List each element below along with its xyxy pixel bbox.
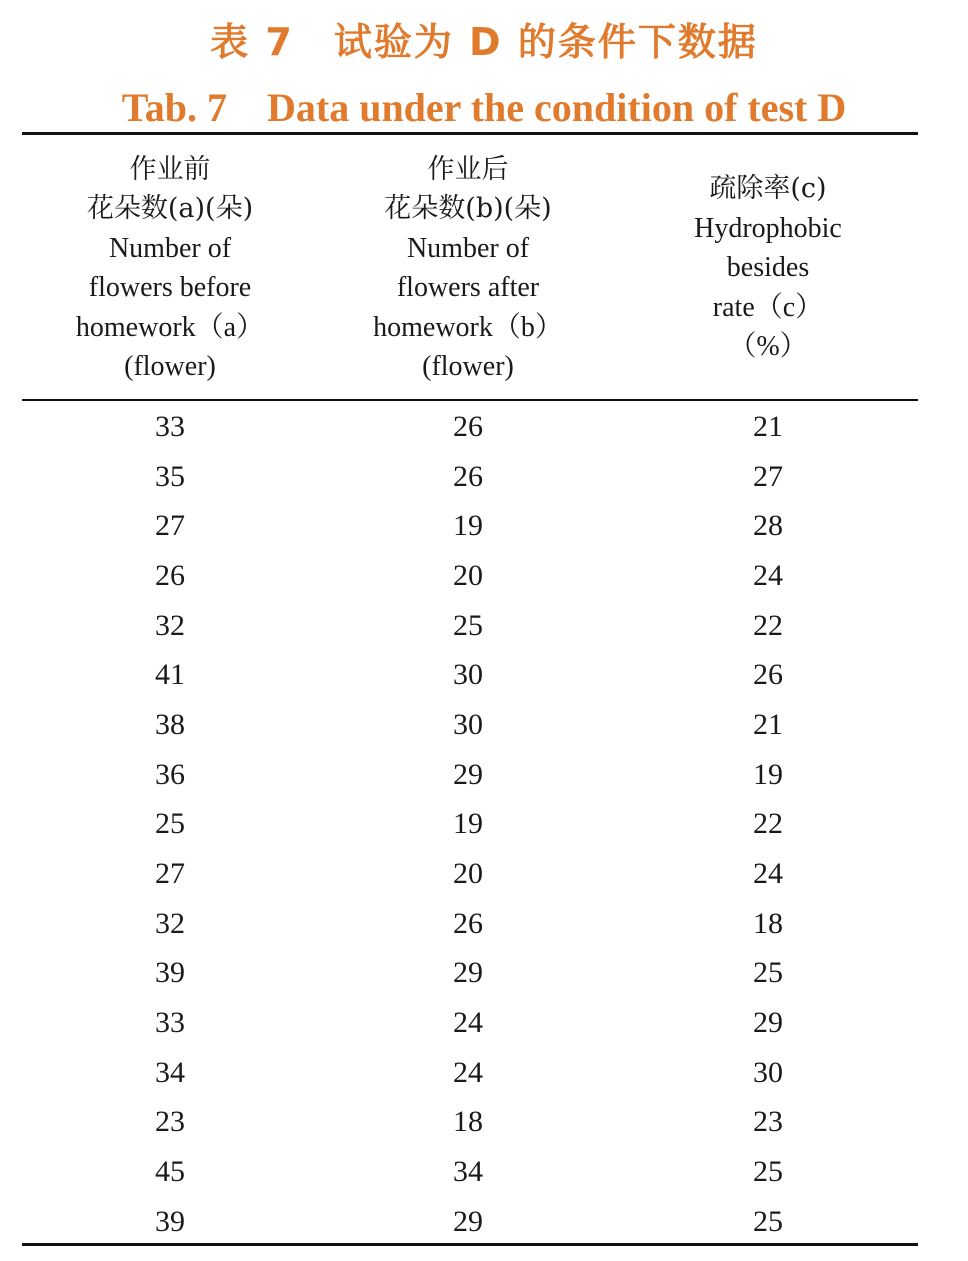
- table-row: [22, 849, 918, 899]
- table-row: [22, 601, 918, 651]
- cell-flowers-after: 24: [453, 1006, 483, 1040]
- header-flowers-after-cn-line2: 花朵数(b)(朵): [384, 193, 552, 224]
- header-removal-rate-en-line4: （%）: [728, 331, 808, 363]
- header-flowers-after-en-line1: Number of: [406, 232, 530, 264]
- cell-removal-rate: 22: [753, 807, 783, 841]
- cell-flowers-after: 29: [453, 956, 483, 990]
- table-row: [22, 1147, 918, 1197]
- cell-flowers-after: 20: [453, 558, 483, 592]
- header-removal-rate-cn-line1: 疏除率(c): [709, 173, 827, 205]
- cell-flowers-after: 26: [453, 459, 483, 493]
- header-flowers-after-en-line3: homework（b）: [373, 311, 563, 343]
- table-row: [22, 899, 918, 949]
- table-title-english: Tab. 7 Data under the condition of test D: [121, 85, 847, 130]
- cell-removal-rate: 18: [753, 906, 783, 940]
- cell-removal-rate: 25: [753, 956, 783, 990]
- cell-flowers-after: 29: [453, 1204, 483, 1238]
- cell-removal-rate: 24: [753, 558, 783, 592]
- cell-flowers-after: 29: [453, 757, 483, 791]
- cell-removal-rate: 24: [753, 857, 783, 891]
- cell-flowers-before: 26: [155, 558, 185, 592]
- table-row: [22, 700, 918, 750]
- table-row: [22, 452, 918, 502]
- table-body: [22, 402, 918, 1247]
- header-flowers-before-cn-line2: 花朵数(a)(朵): [86, 193, 254, 224]
- table-header-rule: [22, 399, 918, 401]
- header-flowers-before-en-line2: flowers before: [88, 272, 252, 303]
- table-row: [22, 551, 918, 601]
- cell-flowers-before: 33: [155, 409, 185, 443]
- header-flowers-before-en-line1: Number of: [108, 232, 232, 264]
- table-row: [22, 750, 918, 800]
- table-bottom-rule: [22, 1243, 918, 1246]
- header-flowers-after: [318, 142, 618, 394]
- table-row: [22, 800, 918, 850]
- header-removal-rate-en-line2: besides: [726, 252, 810, 284]
- cell-flowers-before: 32: [155, 608, 185, 642]
- cell-flowers-after: 18: [453, 1105, 483, 1139]
- table-header: [22, 142, 918, 394]
- table-title-chinese: 表 7 试验为 D 的条件下数据: [210, 20, 758, 64]
- table-row: [22, 1197, 918, 1247]
- header-removal-rate: [618, 142, 918, 394]
- cell-flowers-before: 23: [155, 1105, 185, 1139]
- header-flowers-before-en-line4: (flower): [124, 351, 216, 382]
- cell-flowers-after: 26: [453, 906, 483, 940]
- cell-removal-rate: 26: [753, 658, 783, 692]
- cell-removal-rate: 27: [753, 459, 783, 493]
- cell-flowers-before: 27: [155, 509, 185, 543]
- header-removal-rate-en-line3: rate（c）: [712, 291, 824, 323]
- cell-flowers-after: 34: [453, 1155, 483, 1189]
- cell-flowers-before: 38: [155, 707, 185, 741]
- header-removal-rate-en-line1: Hydrophobic: [694, 212, 842, 244]
- cell-removal-rate: 21: [753, 409, 783, 443]
- cell-removal-rate: 22: [753, 608, 783, 642]
- header-flowers-before-cn-line1: 作业前: [129, 153, 211, 185]
- cell-removal-rate: 29: [753, 1006, 783, 1040]
- cell-removal-rate: 21: [753, 707, 783, 741]
- cell-flowers-before: 34: [155, 1055, 185, 1089]
- table-row: [22, 402, 918, 452]
- table-top-rule: [22, 132, 918, 135]
- cell-flowers-before: 45: [155, 1155, 185, 1189]
- cell-flowers-before: 35: [155, 459, 185, 493]
- cell-flowers-after: 19: [453, 807, 483, 841]
- cell-flowers-before: 25: [155, 807, 185, 841]
- table-row: [22, 998, 918, 1048]
- cell-flowers-after: 25: [453, 608, 483, 642]
- table-row: [22, 949, 918, 999]
- header-flowers-before-en-line3: homework（a）: [75, 311, 265, 343]
- cell-flowers-after: 20: [453, 857, 483, 891]
- cell-removal-rate: 30: [753, 1055, 783, 1089]
- cell-flowers-before: 27: [155, 857, 185, 891]
- cell-flowers-before: 39: [155, 956, 185, 990]
- cell-flowers-before: 32: [155, 906, 185, 940]
- cell-flowers-before: 41: [155, 658, 185, 692]
- cell-flowers-after: 26: [453, 409, 483, 443]
- cell-flowers-after: 19: [453, 509, 483, 543]
- table-row: [22, 1098, 918, 1148]
- header-flowers-before: [22, 142, 318, 394]
- cell-removal-rate: 25: [753, 1155, 783, 1189]
- table-row: [22, 1048, 918, 1098]
- cell-removal-rate: 28: [753, 509, 783, 543]
- cell-flowers-after: 24: [453, 1055, 483, 1089]
- cell-flowers-after: 30: [453, 707, 483, 741]
- cell-removal-rate: 25: [753, 1204, 783, 1238]
- cell-removal-rate: 23: [753, 1105, 783, 1139]
- table-row: [22, 501, 918, 551]
- header-flowers-after-cn-line1: 作业后: [427, 153, 509, 185]
- header-flowers-after-en-line4: (flower): [422, 351, 514, 382]
- table-row: [22, 650, 918, 700]
- cell-flowers-after: 30: [453, 658, 483, 692]
- cell-flowers-before: 36: [155, 757, 185, 791]
- cell-flowers-before: 39: [155, 1204, 185, 1238]
- cell-removal-rate: 19: [753, 757, 783, 791]
- header-flowers-after-en-line2: flowers after: [396, 272, 540, 303]
- cell-flowers-before: 33: [155, 1006, 185, 1040]
